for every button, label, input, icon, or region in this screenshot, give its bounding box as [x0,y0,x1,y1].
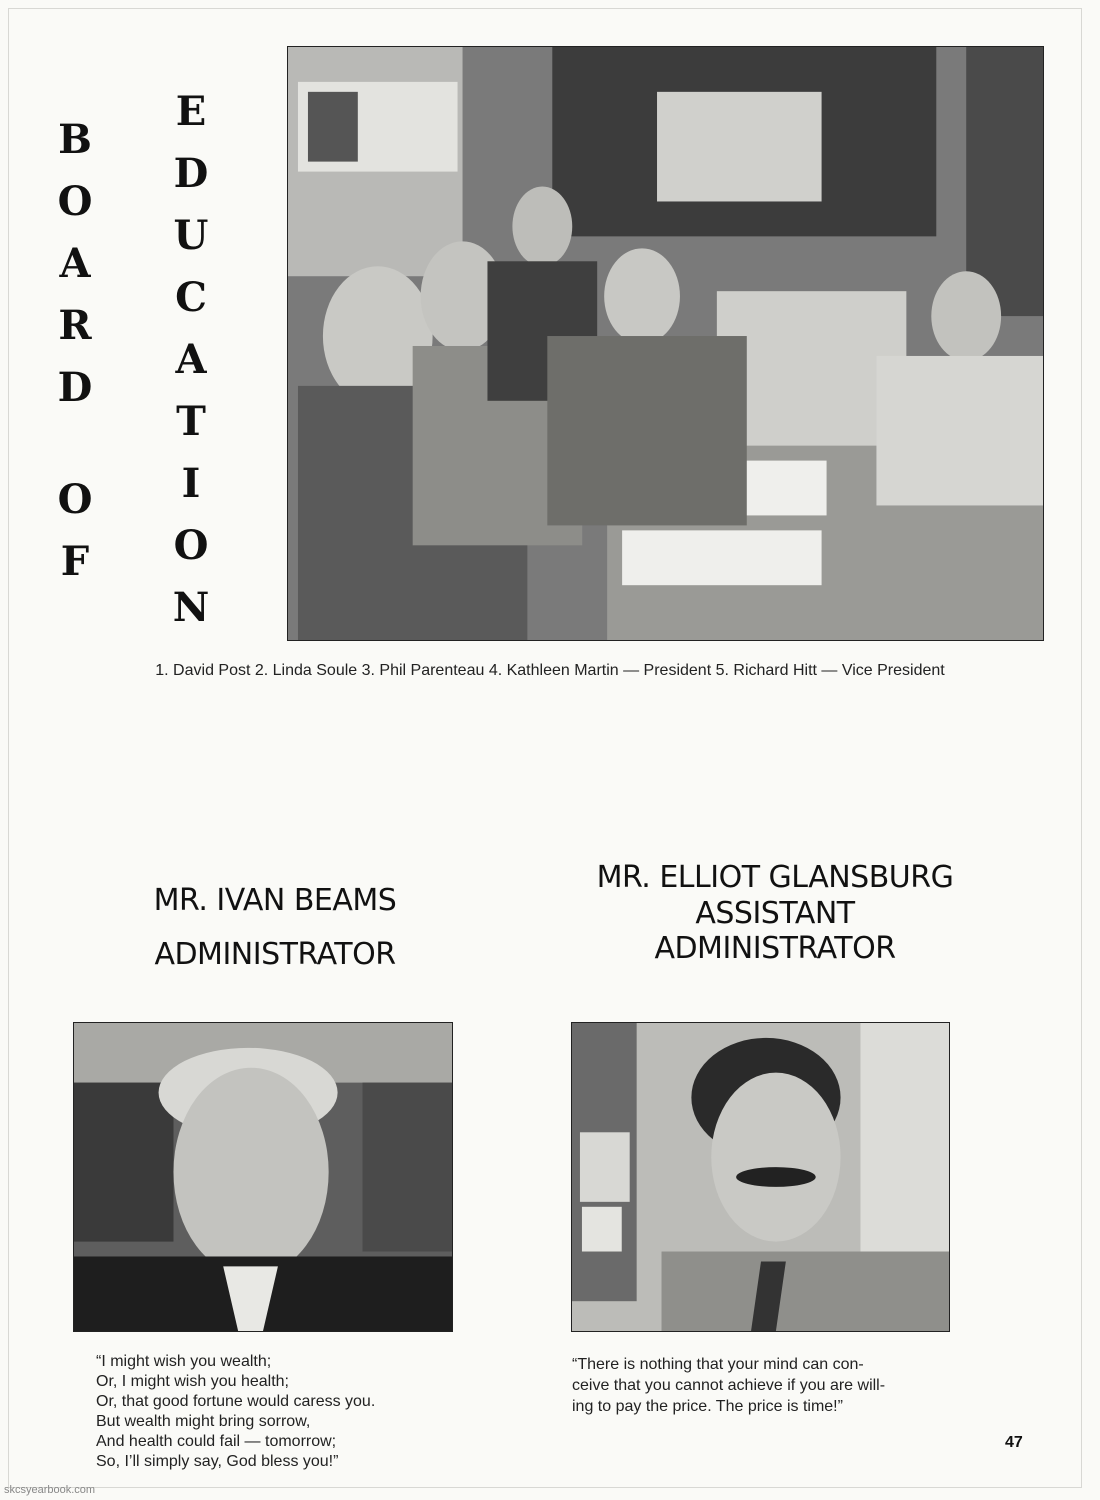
quote-line: Or, that good fortune would caress you. [96,1393,376,1410]
quote-line: But wealth might bring sorrow, [96,1413,311,1430]
heading-letter: T [176,398,206,445]
page-number: 47 [1005,1434,1023,1451]
quote-line: And health could fail — tomorrow; [96,1433,337,1450]
board-group-photo [287,46,1044,641]
beams-name: MR. IVAN BEAMS [153,883,397,918]
heading-letter: R [58,302,92,349]
quote-line: So, I’ll simply say, God bless you!” [96,1453,339,1470]
heading-letter: A [59,240,91,287]
glansburg-role-2: ADMINISTRATOR [654,931,896,966]
glansburg-quote [572,1354,952,1417]
heading-of [52,476,98,604]
beams-quote [96,1352,456,1472]
glansburg-portrait [571,1022,950,1332]
quote-line: “There is nothing that your mind can con- [572,1356,864,1373]
heading-letter: D [173,150,209,197]
heading-letter: O [57,178,93,225]
watermark: skcsyearbook.com [4,1484,96,1496]
heading-letter: C [175,274,207,321]
heading-board [52,116,98,430]
glansburg-role-1: ASSISTANT [695,895,855,931]
beams-title [100,885,450,992]
quote-line: ing to pay the price. The price is time!” [572,1398,843,1415]
heading-letter: F [60,538,90,585]
quote-line: Or, I might wish you health; [96,1373,289,1390]
heading-letter: E [175,88,207,135]
beams-portrait [73,1022,453,1332]
glansburg-name: MR. ELLIOT GLANSBURG [596,860,954,895]
heading-letter: I [181,460,201,507]
heading-letter: D [57,364,93,411]
quote-line: ceive that you cannot achieve if you are will- [572,1377,886,1394]
heading-letter: O [57,476,93,523]
heading-letter: B [58,116,92,163]
glansburg-title [570,862,980,969]
beams-role: ADMINISTRATOR [154,936,396,972]
heading-letter: N [172,584,210,631]
heading-letter: U [173,212,209,259]
quote-line: “I might wish you wealth; [96,1353,272,1370]
heading-letter: A [175,336,207,383]
heading-education [168,88,214,650]
group-photo-caption: 1. David Post 2. Linda Soule 3. Phil Parenteau 4. Kathleen Martin — President 5. Richard Hitt — Vice President [155,662,945,679]
heading-letter: O [173,522,209,569]
